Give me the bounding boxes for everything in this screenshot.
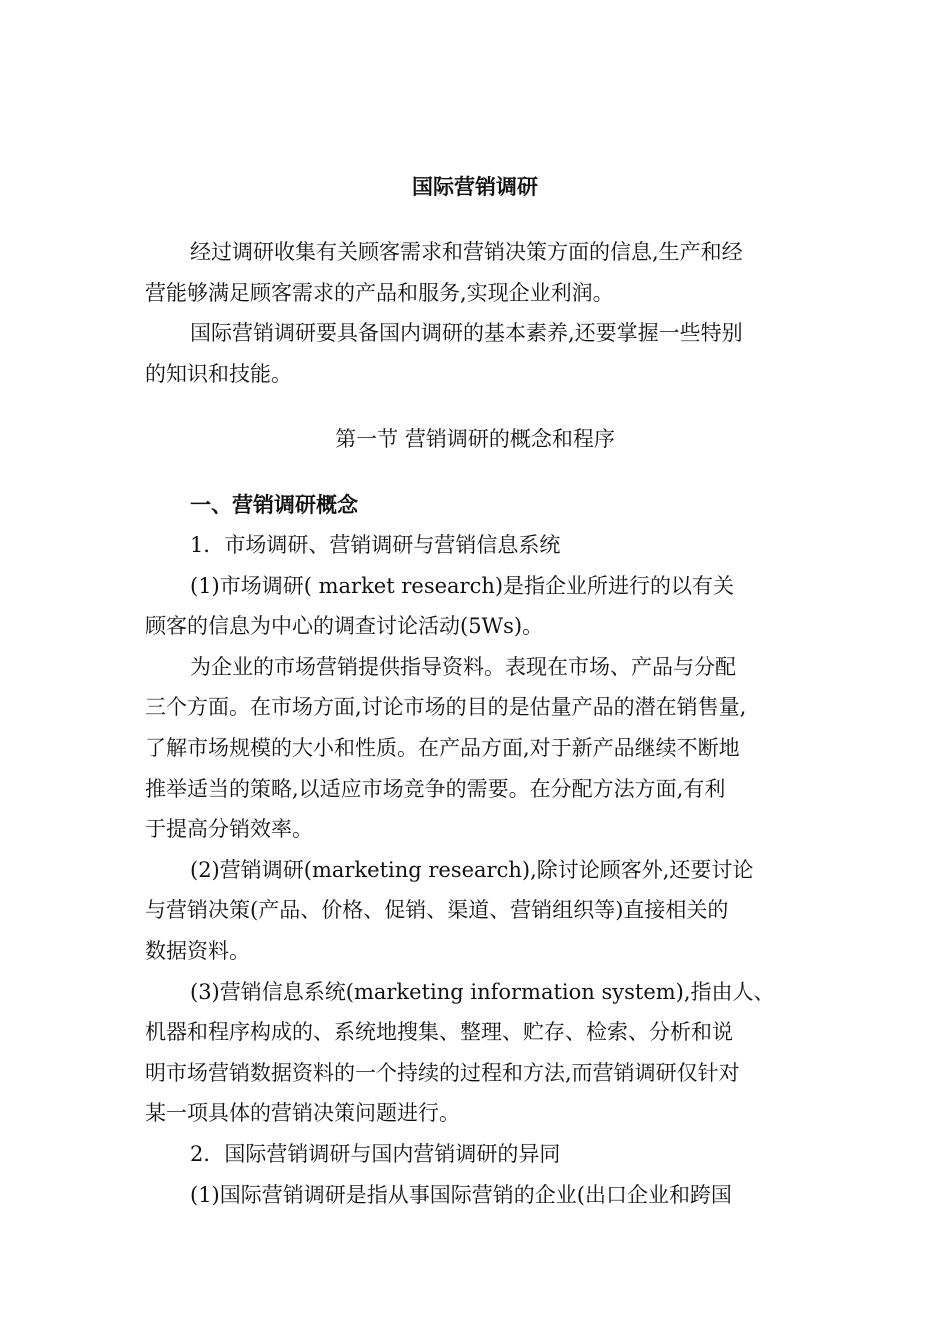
paragraph-line: 数据资料。 bbox=[145, 939, 250, 963]
numbered-heading: 1．市场调研、营销调研与营销信息系统 bbox=[190, 533, 561, 557]
paragraph-line: 顾客的信息为中心的调查讨论活动(5Ws)。 bbox=[145, 614, 544, 638]
paragraph-line: 某一项具体的营销决策问题进行。 bbox=[145, 1101, 460, 1125]
paragraph-line: (1)市场调研( market research)是指企业所进行的以有关 bbox=[190, 574, 735, 598]
paragraph-line: (3)营销信息系统(marketing information system),指由人、 bbox=[190, 980, 775, 1004]
paragraph-line: 与营销决策(产品、价格、促销、渠道、营销组织等)直接相关的 bbox=[145, 898, 729, 922]
paragraph-line: 明市场营销数据资料的一个持续的过程和方法,而营销调研仅针对 bbox=[145, 1061, 740, 1085]
paragraph-line: 于提高分销效率。 bbox=[145, 817, 313, 841]
paragraph-line: (2)营销调研(marketing research),除讨论顾客外,还要讨论 bbox=[190, 858, 754, 882]
subsection-heading: 一、营销调研概念 bbox=[190, 492, 358, 517]
numbered-heading: 2．国际营销调研与国内营销调研的异同 bbox=[190, 1142, 561, 1166]
paragraph-line: 国际营销调研要具备国内调研的基本素养,还要掌握一些特别 bbox=[190, 321, 743, 345]
section-heading: 第一节 营销调研的概念和程序 bbox=[335, 427, 615, 451]
paragraph-line: 了解市场规模的大小和性质。在产品方面,对于新产品继续不断地 bbox=[145, 736, 740, 760]
paragraph-line: 机器和程序构成的、系统地搜集、整理、贮存、检索、分析和说 bbox=[145, 1020, 733, 1044]
paragraph-line: 三个方面。在市场方面,讨论市场的目的是估量产品的潜在销售量, bbox=[145, 695, 747, 719]
paragraph-line: 为企业的市场营销提供指导资料。表现在市场、产品与分配 bbox=[190, 655, 736, 679]
paragraph-line: 的知识和技能。 bbox=[145, 362, 292, 386]
paragraph-line: 推举适当的策略,以适应市场竞争的需要。在分配方法方面,有利 bbox=[145, 777, 726, 801]
paragraph-line: 营能够满足顾客需求的产品和服务,实现企业利润。 bbox=[145, 281, 614, 305]
document-title: 国际营销调研 bbox=[412, 174, 538, 199]
paragraph-line: (1)国际营销调研是指从事国际营销的企业(出口企业和跨国 bbox=[190, 1183, 732, 1207]
paragraph-line: 经过调研收集有关顾客需求和营销决策方面的信息,生产和经 bbox=[190, 240, 743, 264]
